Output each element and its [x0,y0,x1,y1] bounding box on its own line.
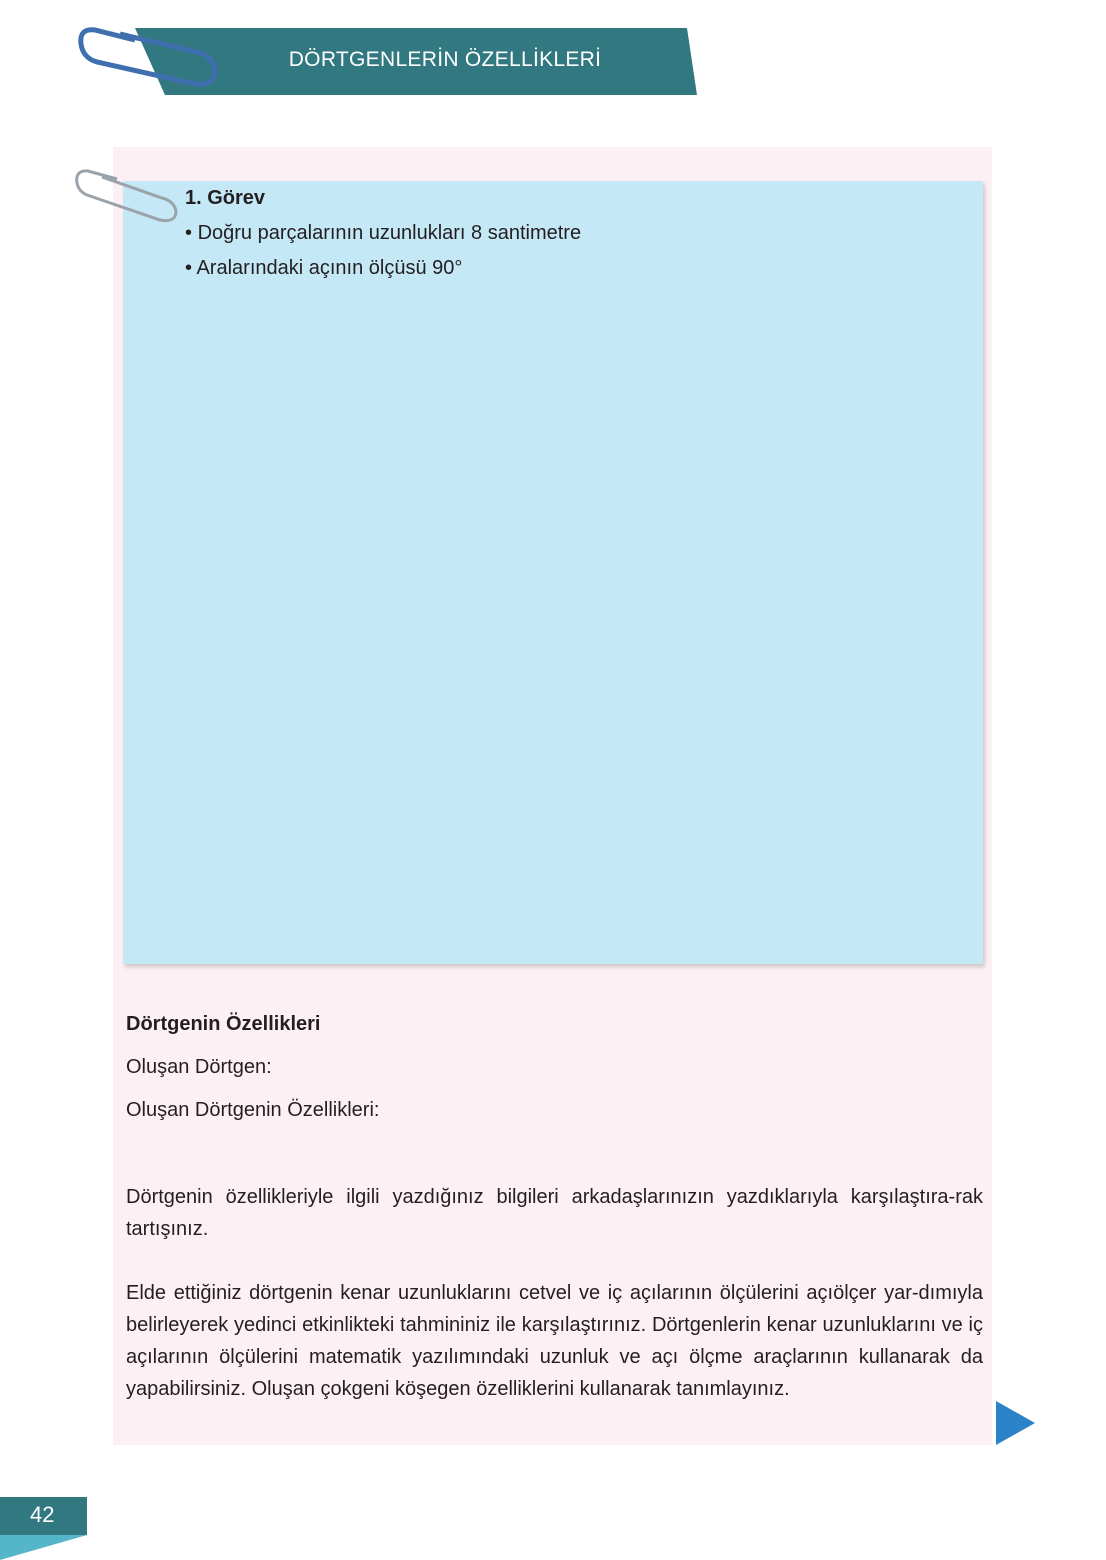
paperclip-icon [72,165,182,230]
task-box [123,181,983,964]
paperclip-icon [75,22,220,92]
formed-properties-label: Oluşan Dörtgenin Özellikleri: [126,1099,380,1121]
page-number: 42 [0,1497,87,1535]
page-title: DÖRTGENLERİN ÖZELLİKLERİ [288,48,602,71]
paragraph: Elde ettiğiniz dörtgenin kenar uzunluklarını cetvel ve iç açılarının ölçülerini açıölçer yar-dımıyla belirleyerek yedinci etkinlikteki tahmininiz ile karşılaştırınız. Dörtgenlerin kenar uzunluklarını ve iç açılarının ölçülerini matematik yazılımındaki uzunluk ve açı ölçme araçlarının kullanarak da yapabilirsiniz. Oluşan çokgeni köşegen özelliklerini kullanarak tanımlayınız. [126,1282,983,1400]
task-title: 1. Görev [185,187,266,209]
paragraph: Dörtgenin özellikleriyle ilgili yazdığınız bilgileri arkadaşlarınızın yazdıklarıyla karşılaştıra-rak tartışınız. [126,1186,983,1240]
formed-quadrilateral-label: Oluşan Dörtgen: [126,1056,272,1078]
next-arrow-icon[interactable] [996,1401,1035,1445]
properties-heading: Dörtgenin Özellikleri [126,1013,321,1035]
task-bullet: • Aralarındaki açının ölçüsü 90° [185,257,463,279]
page-corner-decoration [0,1535,87,1560]
task-bullet: • Doğru parçalarının uzunlukları 8 santimetre [185,222,582,244]
